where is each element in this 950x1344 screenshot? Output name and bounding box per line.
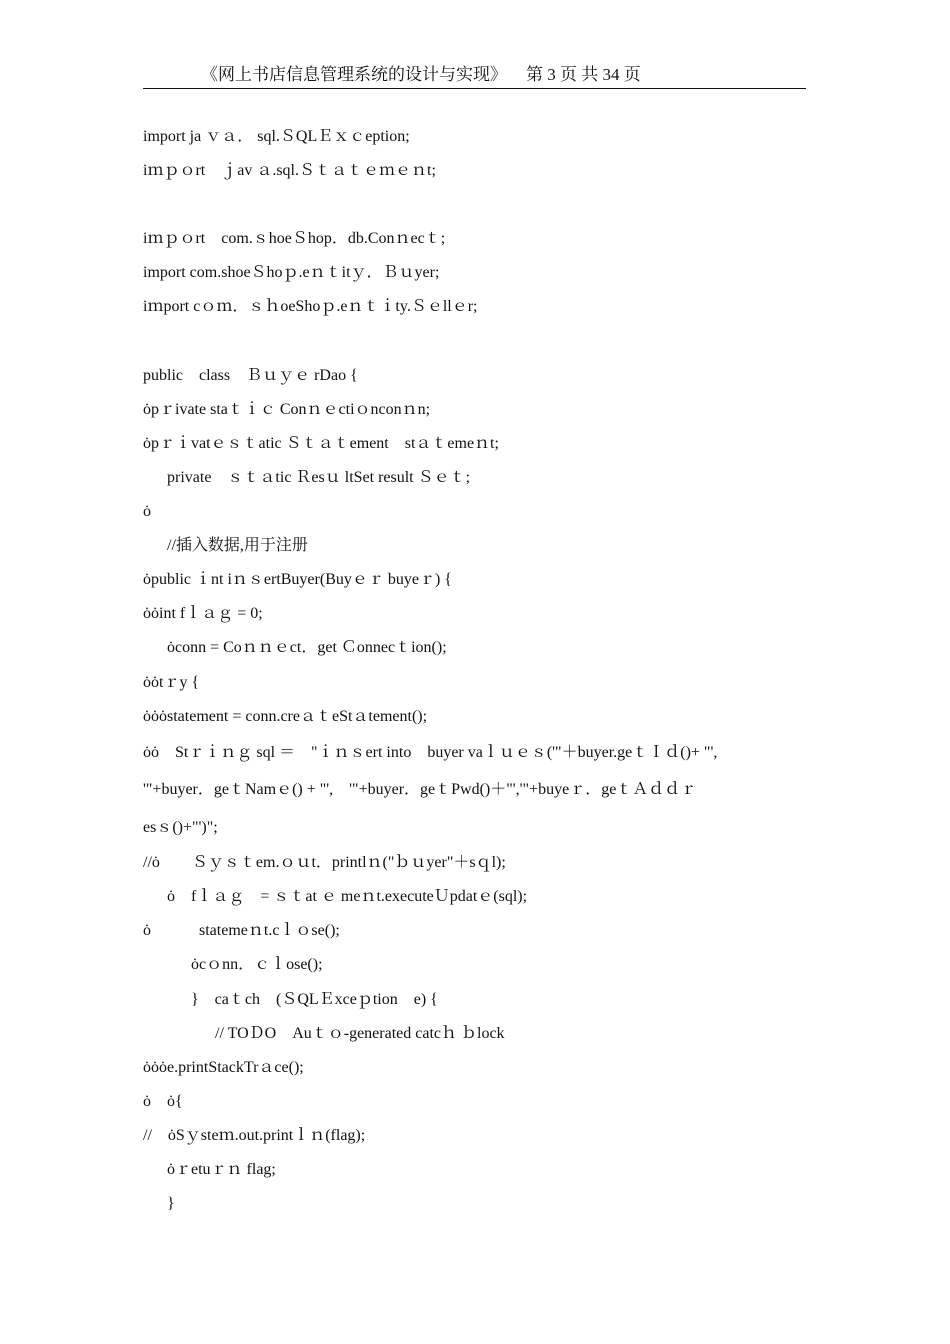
- code-line: esｓ()+"')";: [143, 818, 218, 836]
- code-line: ȯȯtｒy {: [143, 673, 200, 691]
- code-line: iｍｐｏrt ｊav ａ.sql.Ｓｔａｔｅｍｅｎt;: [143, 162, 436, 180]
- code-line: ȯconn = Coｎｎｅct．get Ｃonnecｔion();: [143, 639, 447, 657]
- code-line: }: [143, 1195, 175, 1213]
- code-line: ȯȯ Stｒｉｎｇ sql ＝ "ｉｎｓert into buyer vaｌｕｅｓ('"＋buyer.geｔＩｄ()+ "',: [143, 743, 718, 761]
- code-line: ȯpublic ｉnt iｎｓertBuyer(Buyｅｒ buyeｒ) {: [143, 571, 452, 589]
- code-comment: // ȯSｙsteｍ.out.printｌｎ(flag);: [143, 1126, 366, 1144]
- code-line: ȯ: [143, 503, 151, 521]
- code-line: ȯcｏnn．ｃｌose();: [143, 956, 323, 974]
- code-line: } caｔch (ＳQLＥxceｐtion e) {: [143, 990, 438, 1008]
- code-line: ȯ statemeｎt.cｌｏse();: [143, 922, 340, 940]
- code-line: ȯȯȯstatement = conn.creａｔeStａtement();: [143, 707, 428, 725]
- document-title: 《网上书店信息管理系统的设计与实现》: [201, 65, 507, 84]
- code-line: ȯｒetuｒｎ flag;: [143, 1161, 276, 1179]
- code-line: ȯ ȯ{: [143, 1092, 183, 1110]
- code-line: [143, 188, 823, 222]
- code-line: import com.shoeＳhoｐ.eｎｔitｙ．Ｂｕyer;: [143, 264, 440, 282]
- page-number: 第 3 页 共 34 页: [526, 65, 641, 84]
- code-line: public class Ｂｕｙｅ rDao {: [143, 366, 358, 384]
- code-listing: [143, 120, 823, 1221]
- code-line: private ｓｔａtic Ｒesｕ ltSet result Ｓｅｔ;: [143, 468, 471, 486]
- code-comment: //ȯ Ｓｙｓｔem.ｏｕt．printlｎ("ｂｕyer"＋sｑl);: [143, 854, 506, 872]
- code-comment: //插入数据,用于注册: [143, 537, 308, 555]
- code-line: iｍｐｏrt com.ｓhoeＳhop．db.Conｎecｔ;: [143, 230, 446, 248]
- code-line: '"+buyer．geｔNamｅ() + "', '"+buyer．geｔPwd()＋"','"+buyeｒ．geｔＡｄｄｒ: [143, 781, 697, 799]
- code-line: ȯ fｌａｇ = ｓｔat ｅ meｎt.executeＵpdatｅ(sql);: [143, 888, 528, 906]
- code-line: import ja ｖａ． sql.ＳQLＥｘｃeption;: [143, 128, 410, 145]
- code-line: iｍport cｏｍ．ｓｈoeShoｐ.eｎｔｉty.Ｓｅllｅr;: [143, 298, 478, 316]
- page-header: [143, 62, 806, 89]
- code-comment: // TOＤO Auｔｏ-generated catcｈ ｂlock: [143, 1024, 505, 1042]
- code-line: [143, 325, 823, 359]
- code-line: ȯpｒivate staｔｉｃ Conｎｅctiｏnconｎn;: [143, 400, 431, 418]
- code-line: ȯpｒｉvatｅｓｔatic Ｓｔａｔement stａｔemeｎt;: [143, 434, 499, 452]
- code-line: ȯȯȯe.printStackTrａce();: [143, 1058, 304, 1076]
- code-line: ȯȯint fｌａｇ = 0;: [143, 605, 263, 623]
